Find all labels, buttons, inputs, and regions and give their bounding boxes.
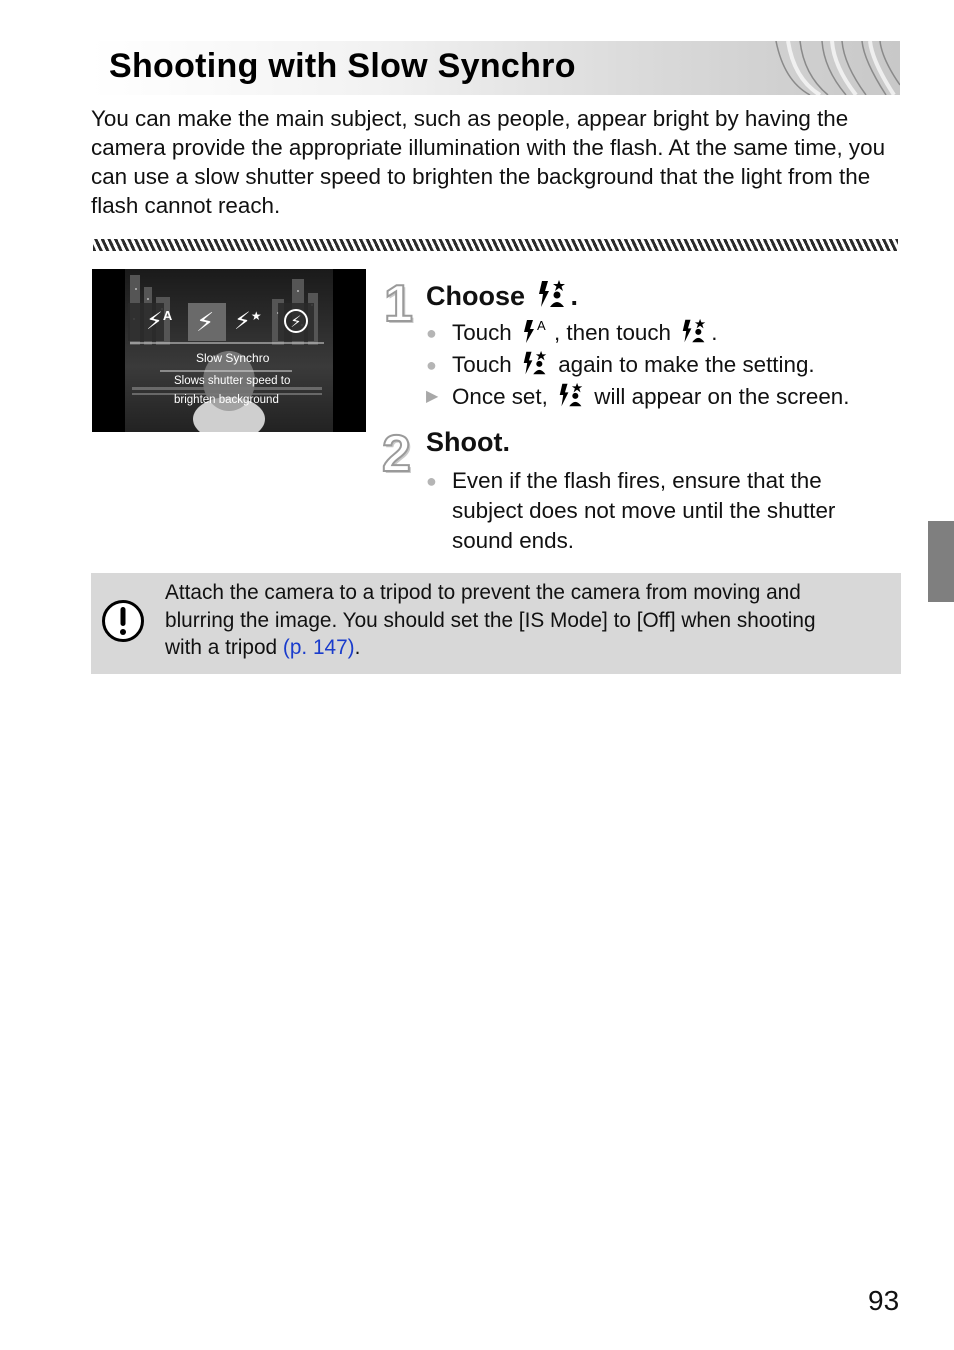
step-1-bullet-1 — [426, 318, 717, 348]
screen-menu-label: Slow Synchro — [196, 351, 270, 365]
step-1-title-suffix: . — [570, 281, 579, 311]
page-reference-link[interactable]: (p. 147) — [282, 636, 355, 659]
bullet-text: will appear on the screen. — [594, 384, 850, 409]
flash-off-icon[interactable]: ⚡ — [284, 309, 308, 333]
bullet-text: . — [711, 320, 718, 345]
bullet-text: Even if the flash fires, ensure that the — [452, 468, 822, 493]
bullet-text: Touch — [452, 320, 512, 345]
section-divider — [93, 239, 898, 251]
bullet-text: Once set, — [452, 384, 548, 409]
caution-line: Attach the camera to a tripod to prevent the camera from moving and — [165, 581, 801, 604]
caution-icon — [101, 599, 145, 643]
page-title: Shooting with Slow Synchro — [109, 47, 576, 85]
slow-synchro-icon — [558, 382, 584, 408]
camera-screen-image — [92, 269, 366, 432]
step-1-title-text: Choose — [426, 281, 526, 311]
bullet-text: again to make the setting. — [558, 352, 815, 377]
svg-text:A: A — [536, 318, 546, 333]
flash-auto-icon[interactable]: ⚡$^A$ — [146, 308, 173, 335]
page-number: 93 — [868, 1285, 900, 1316]
step-2-title: Shoot. — [426, 427, 510, 457]
caution-box — [91, 573, 901, 674]
slow-synchro-icon — [522, 350, 548, 376]
step-1-bullet-2 — [426, 350, 815, 380]
bullet-circle-icon: ● — [426, 471, 437, 491]
arrow-right-icon: ▶ — [426, 388, 439, 405]
caution-text — [165, 579, 890, 662]
slow-synchro-icon — [537, 279, 567, 309]
bullet-text: Touch — [452, 352, 512, 377]
swirl-decoration-icon — [770, 41, 900, 95]
bullet-text: sound ends. — [452, 528, 575, 553]
caution-line: with a tripod — [165, 636, 278, 659]
flash-on-icon[interactable]: ⚡ — [196, 307, 215, 337]
chapter-tab — [928, 521, 954, 602]
caution-line: . — [354, 636, 361, 659]
bullet-text: , then touch — [553, 320, 671, 345]
caution-line: blurring the image. You should set the [IS Mode] to [Off] when shooting — [165, 608, 816, 632]
screen-desc-line2: brighten background — [174, 394, 279, 406]
slow-synchro-icon[interactable]: ⚡★ — [234, 308, 262, 335]
title-bar — [91, 41, 900, 95]
bullet-circle-icon: ● — [426, 355, 437, 375]
intro-paragraph: You can make the main subject, such as people, appear bright by having the camera provide the appropriate illumination with the flash. At the same time, you can use a slow shutter speed to brighten the background that the light from the flash cannot reach. — [91, 106, 886, 218]
flash-auto-icon — [522, 318, 550, 344]
step-1-number: 1 — [384, 275, 413, 333]
slow-synchro-icon — [681, 318, 707, 344]
screen-desc-line1: Slows shutter speed to — [174, 375, 291, 387]
step-2-number: 2 — [382, 425, 411, 483]
step-2-bullet-1 — [426, 466, 835, 556]
bullet-circle-icon: ● — [426, 323, 437, 343]
step-1-title — [426, 279, 578, 312]
step-1-bullet-3 — [426, 382, 849, 412]
bullet-text: subject does not move until the shutter — [452, 498, 836, 523]
